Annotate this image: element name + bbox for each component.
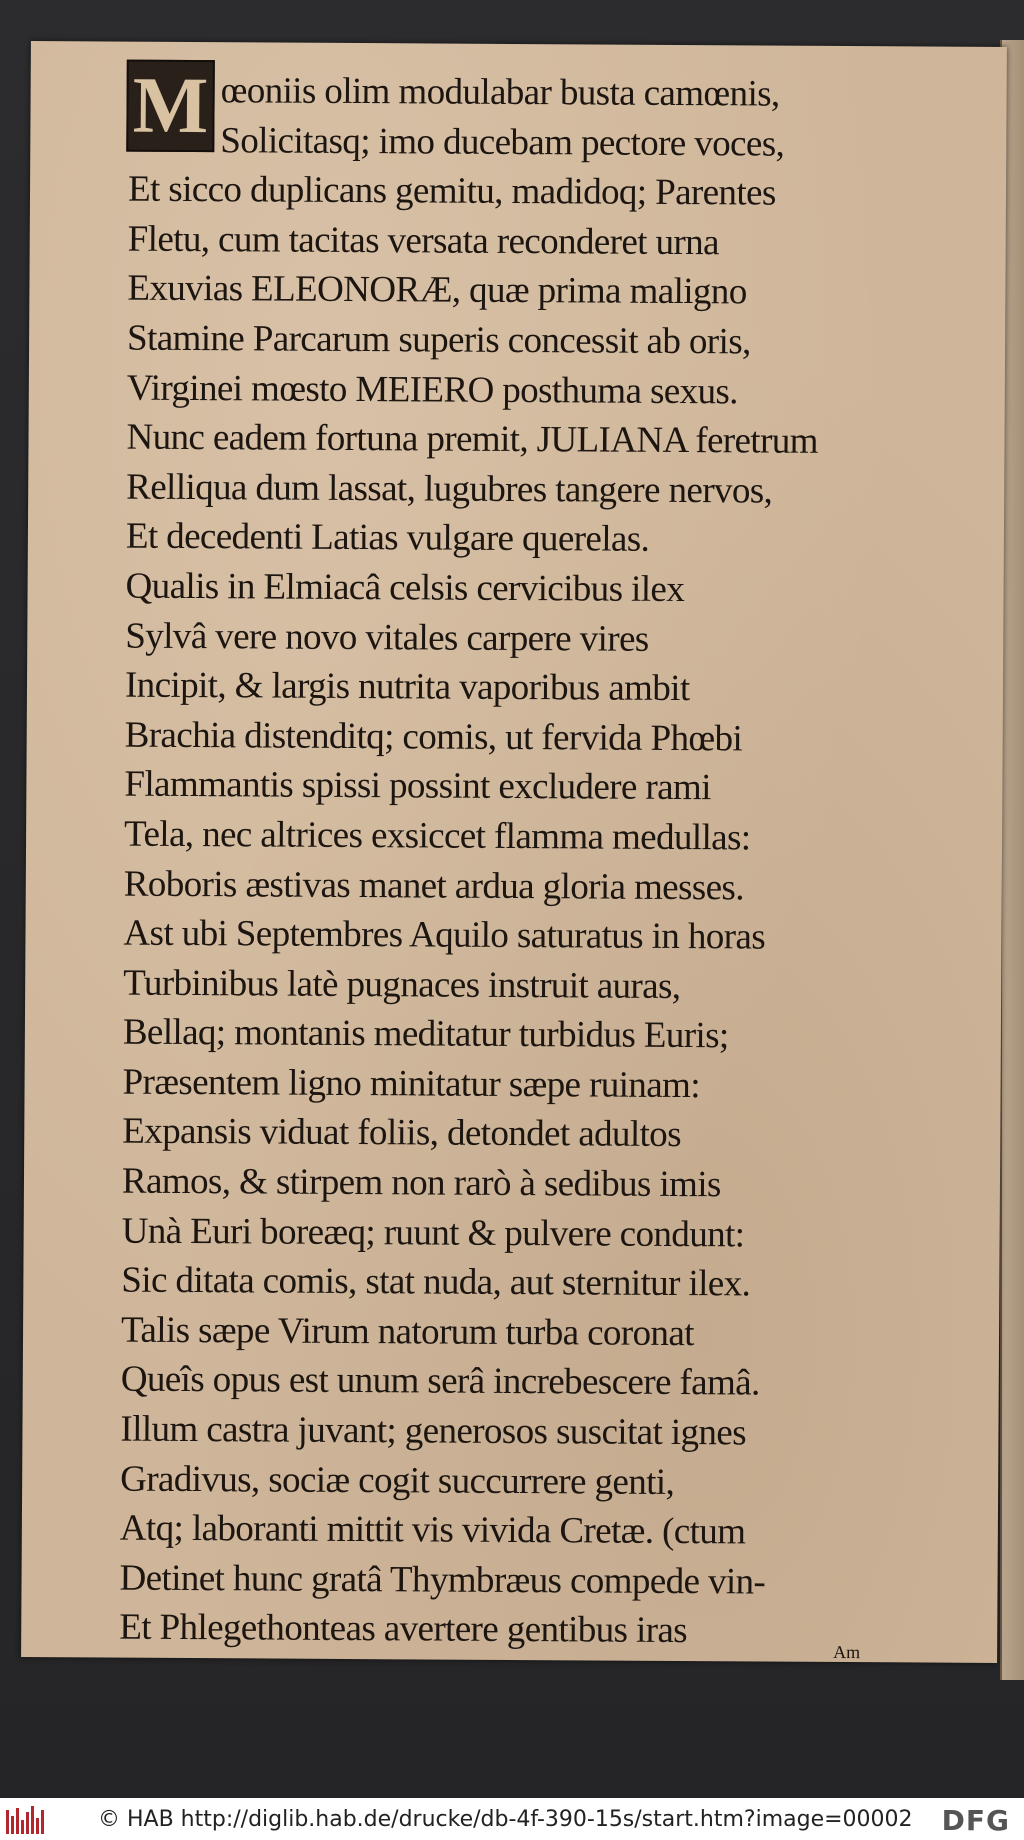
poem-line: Illum castra juvant; generosos suscitat ignes <box>120 1408 747 1454</box>
poem-line: Tela, nec altrices exsiccet flamma medullas: <box>123 813 751 859</box>
scanned-page <box>21 41 1007 1663</box>
poem-line: Stamine Parcarum superis concessit ab oris, <box>127 317 751 363</box>
poem-line: Præsentem ligno minitatur sæpe ruinam: <box>122 1061 701 1107</box>
dfg-logo: DFG <box>941 1804 1010 1837</box>
poem-line: Expansis viduat foliis, detondet adultos <box>122 1111 682 1156</box>
poem-line: Talis sæpe Virum natorum turba coronat <box>120 1309 695 1354</box>
poem-line: Sylvâ vere novo vitales carpere vires <box>125 615 649 660</box>
poem-line: Fletu, cum tacitas versata reconderet urna <box>127 218 720 264</box>
poem-line: Brachia distenditq; comis, ut fervida Phœbi <box>124 714 743 760</box>
poem-line: Atq; laboranti mittit vis vivida Cretæ. (ctum <box>119 1507 746 1553</box>
poem-line: Ast ubi Septembres Aquilo saturatus in horas <box>123 912 766 958</box>
initial-letter: M <box>132 61 209 151</box>
footer-bar <box>0 1798 1024 1840</box>
poem-line: Turbinibus latè pugnaces instruit auras, <box>123 962 681 1007</box>
poem-line: Detinet hunc gratâ Thymbræus compede vin- <box>119 1557 766 1603</box>
poem-line: Gradivus, sociæ cogit succurrere genti, <box>120 1458 675 1503</box>
poem-line: Unà Euri boreæq; ruunt & pulvere condunt: <box>121 1210 745 1256</box>
poem-line: Virginei mœsto MEIERO posthuma sexus. <box>126 367 739 412</box>
poem-line: Bellaq; montanis meditatur turbidus Euris; <box>122 1011 729 1057</box>
poem-line: Incipit, & largis nutrita vaporibus ambit <box>124 664 690 710</box>
barcode-logo-icon <box>6 1804 54 1834</box>
poem-line: Queîs opus est unum serâ increbescere famâ. <box>120 1359 760 1404</box>
poem-line: Qualis in Elmiacâ celsis cervicibus ilex <box>125 565 685 610</box>
copyright-link[interactable]: © HAB http://diglib.hab.de/drucke/db-4f-390-15s/start.htm?image=00002 <box>98 1806 913 1832</box>
poem-line: Solicitasq; imo ducebam pectore voces, <box>220 119 785 165</box>
poem-text <box>119 61 929 1658</box>
poem-line: Et sicco duplicans gemitu, madidoq; Parentes <box>127 168 776 214</box>
poem-line: œoniis olim modulabar busta camœnis, <box>220 70 780 115</box>
poem-line: Exuvias ELEONORÆ, quæ prima maligno <box>127 268 747 313</box>
poem-line: Ramos, & stirpem non rarò à sedibus imis <box>121 1160 721 1206</box>
poem-line: Sic ditata comis, stat nuda, aut sternitur ilex. <box>121 1259 751 1305</box>
poem-line: Et Phlegethonteas avertere gentibus iras <box>119 1607 688 1652</box>
catchword: Am <box>833 1641 861 1663</box>
poem-line: Nunc eadem fortuna premit, JULIANA feretrum <box>126 416 818 463</box>
poem-line: Flammantis spissi possint excludere rami <box>124 763 711 809</box>
poem-line: Roboris æstivas manet ardua gloria messes. <box>123 863 745 908</box>
poem-line: Relliqua dum lassat, lugubres tangere nervos, <box>126 466 773 512</box>
poem-line: Et decedenti Latias vulgare querelas. <box>125 515 650 561</box>
